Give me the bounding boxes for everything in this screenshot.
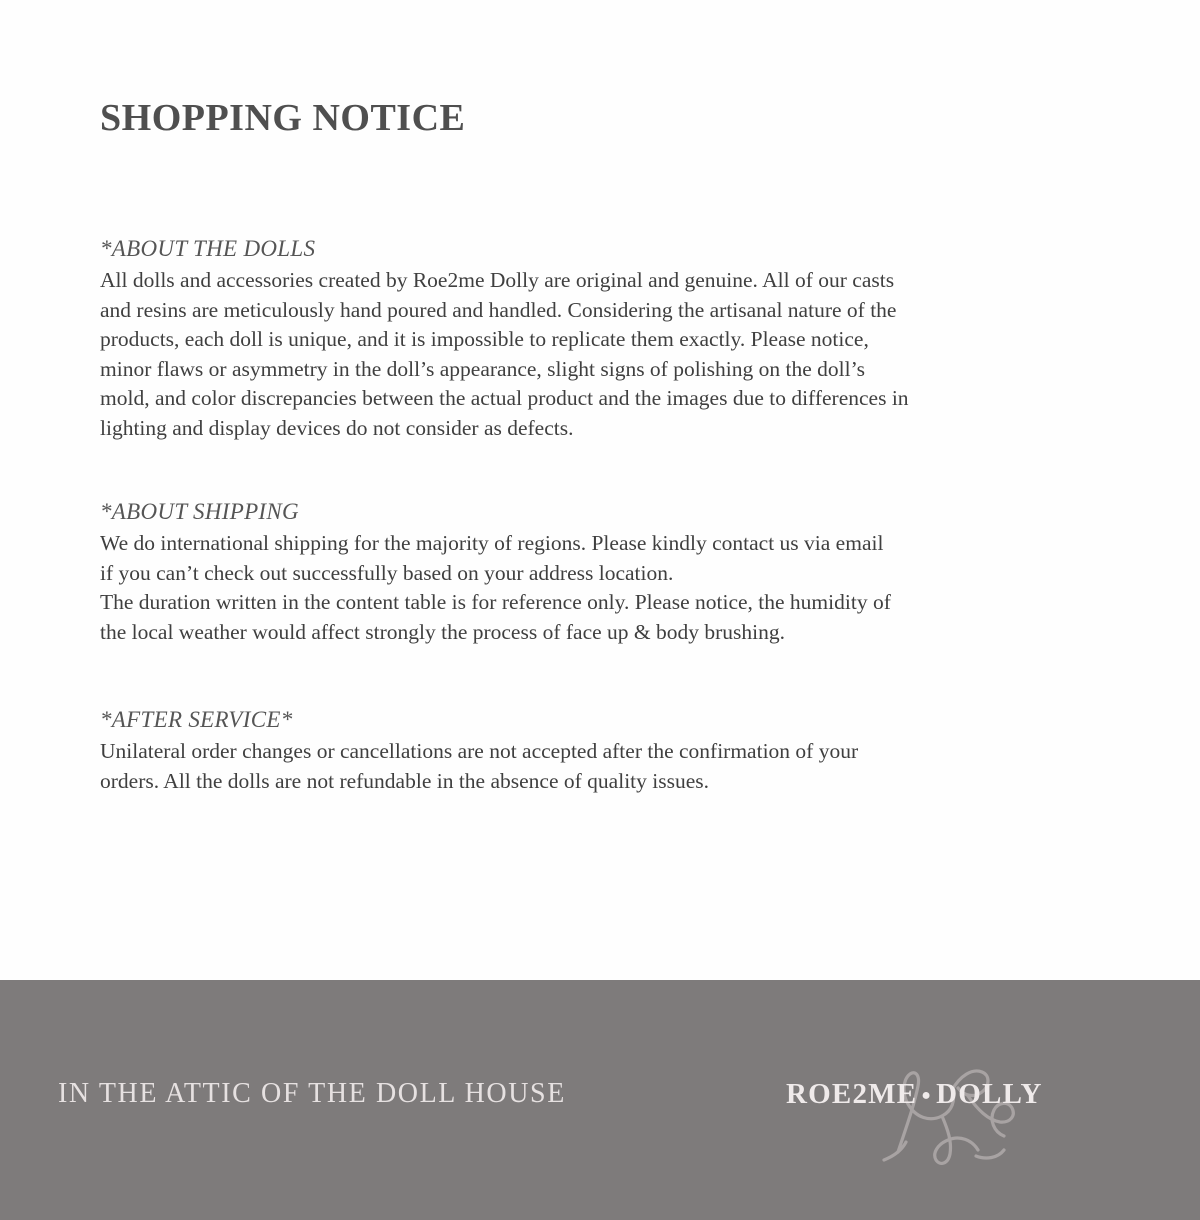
- section-about-the-dolls: [100, 236, 1100, 443]
- section-heading-after-service: *AFTER SERVICE*: [100, 707, 293, 732]
- body-line: The duration written in the content table is for reference only. Please notice, the humidity of: [100, 590, 891, 614]
- brand-separator-dot: ●: [921, 1087, 933, 1105]
- body-line: We do international shipping for the majority of regions. Please kindly contact us via email: [100, 531, 884, 555]
- body-line: Unilateral order changes or cancellations are not accepted after the confirmation of your: [100, 739, 859, 763]
- body-line: orders. All the dolls are not refundable in the absence of quality issues.: [100, 768, 710, 793]
- body-line: the local weather would affect strongly the process of face up & body brushing.: [100, 619, 786, 644]
- document-content: [100, 0, 1100, 796]
- page-title: SHOPPING NOTICE: [100, 97, 466, 139]
- brand-logo: [786, 1070, 1086, 1180]
- footer-tagline: IN THE ATTIC OF THE DOLL HOUSE: [58, 1078, 566, 1109]
- section-body-after-service: [100, 737, 1100, 796]
- body-line: and resins are meticulously hand poured and handled. Considering the artisanal nature of the: [100, 297, 897, 322]
- brand-name-left: ROE2ME: [786, 1078, 918, 1110]
- body-line: All dolls and accessories created by Roe2me Dolly are original and genuine. All of our casts: [100, 268, 895, 292]
- section-about-shipping: [100, 499, 1100, 647]
- section-body-about-shipping: [100, 529, 1100, 647]
- section-heading-about-the-dolls: *ABOUT THE DOLLS: [100, 236, 316, 261]
- body-line: lighting and display devices do not consider as defects.: [100, 415, 574, 440]
- section-after-service: [100, 707, 1100, 796]
- body-line: mold, and color discrepancies between the actual product and the images due to differences in: [100, 386, 909, 410]
- page-footer: [0, 980, 1200, 1220]
- body-line: minor flaws or asymmetry in the doll’s appearance, slight signs of polishing on the doll’s: [100, 356, 865, 381]
- brand-name-right: DOLLY: [936, 1078, 1043, 1110]
- body-line: if you can’t check out successfully based on your address location.: [100, 560, 674, 585]
- brand-wordmark: [786, 1078, 1043, 1111]
- section-body-about-the-dolls: [100, 266, 1100, 443]
- body-line: products, each doll is unique, and it is impossible to replicate them exactly. Please notice,: [100, 327, 869, 351]
- rm-monogram-icon: [856, 1056, 1046, 1181]
- section-heading-about-shipping: *ABOUT SHIPPING: [100, 499, 299, 524]
